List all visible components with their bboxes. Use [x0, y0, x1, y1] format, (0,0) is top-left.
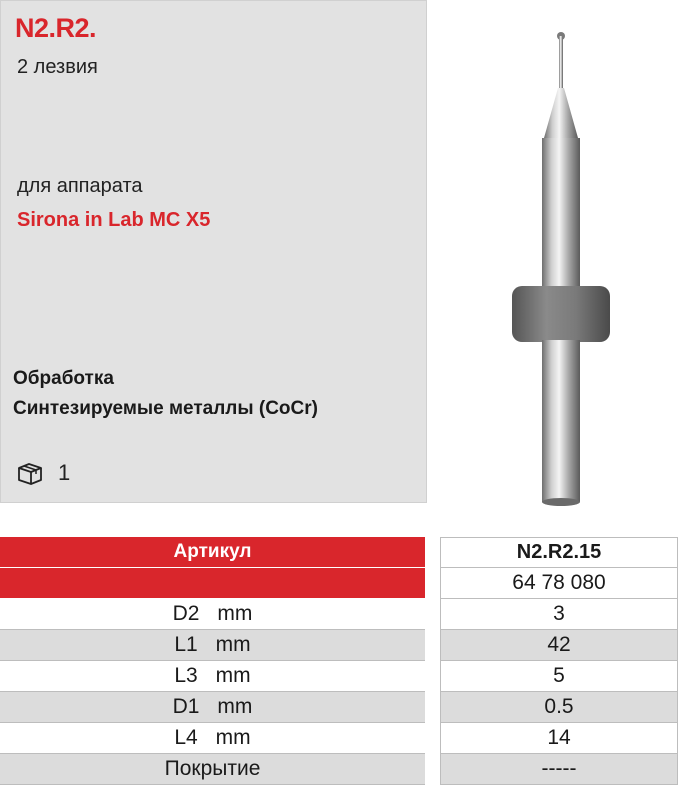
product-info-panel — [0, 0, 427, 503]
spec-value: ----- — [440, 754, 678, 785]
spec-value: 0.5 — [440, 692, 678, 723]
device-name: Sirona in Lab MC X5 — [17, 209, 211, 231]
article-code: N2.R2.15 — [440, 537, 678, 568]
processing-label: Обработка — [13, 368, 114, 389]
param-name: L4 — [174, 726, 198, 749]
article-header — [0, 537, 425, 568]
processing-material: Синтезируемые металлы (CoCr) — [13, 398, 318, 419]
param-unit: mm — [217, 602, 253, 625]
param-name: Покрытие — [164, 757, 261, 780]
param-name: D2 — [172, 602, 200, 625]
package-quantity — [16, 460, 70, 486]
param-name: D1 — [172, 695, 200, 718]
param-unit: mm — [215, 726, 251, 749]
param-unit: mm — [217, 695, 253, 718]
article-header-filler — [0, 568, 425, 599]
spec-row-label — [0, 723, 425, 754]
spec-parameter-column — [0, 537, 425, 785]
spec-row-label — [0, 630, 425, 661]
spec-value: 42 — [440, 630, 678, 661]
package-count: 1 — [58, 460, 71, 485]
spec-value: 3 — [440, 599, 678, 630]
spec-value: 14 — [440, 723, 678, 754]
milling-tool-image — [490, 18, 630, 518]
param-name: L3 — [174, 664, 198, 687]
param-name: L1 — [174, 633, 198, 656]
package-box-icon — [16, 460, 44, 486]
spec-value: 5 — [440, 661, 678, 692]
spec-row-label — [0, 599, 425, 630]
param-unit: mm — [215, 633, 251, 656]
spec-row-label — [0, 692, 425, 723]
device-label: для аппарата — [17, 175, 143, 197]
spec-row-label — [0, 661, 425, 692]
article-number: 64 78 080 — [440, 568, 678, 599]
spec-row-label — [0, 754, 425, 785]
spec-value-column — [440, 537, 678, 785]
blade-count: 2 лезвия — [17, 56, 98, 78]
product-code: N2.R2. — [15, 13, 97, 43]
param-unit: mm — [215, 664, 251, 687]
article-label: Артикул — [173, 541, 252, 562]
